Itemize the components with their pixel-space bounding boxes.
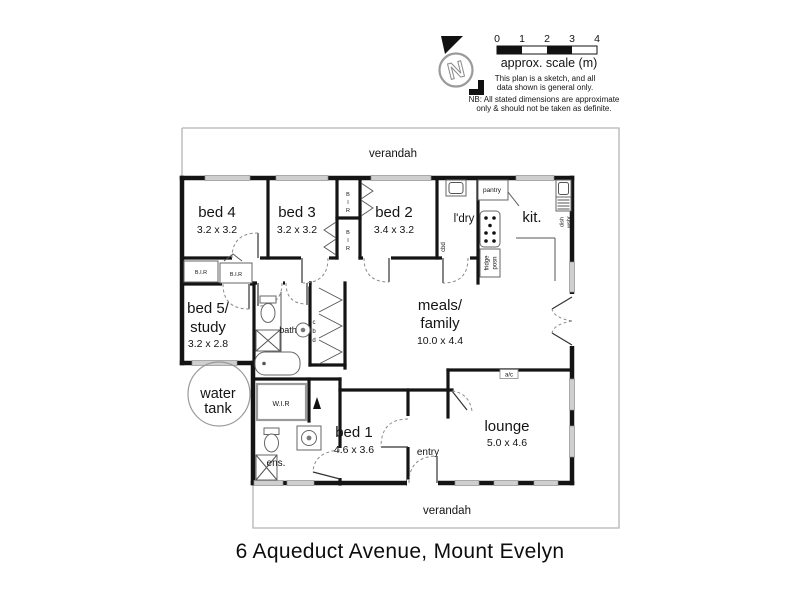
disclaimer-line1: This plan is a sketch, and all bbox=[494, 74, 596, 83]
wir-label: W.I.R bbox=[272, 401, 290, 408]
bed5-label-1: bed 5/ bbox=[187, 300, 229, 317]
room-labels bbox=[187, 148, 541, 517]
bed5-label-2: study bbox=[190, 319, 226, 336]
compass-corner-icon bbox=[469, 80, 484, 95]
bed5-dims: 3.2 x 2.8 bbox=[187, 338, 229, 350]
bed1-dims: 4.6 x 3.6 bbox=[333, 444, 375, 456]
svg-text:c: c bbox=[312, 320, 316, 326]
ac-label: a/c bbox=[504, 372, 514, 379]
bir-bifold-door-icon bbox=[361, 183, 373, 216]
kitchen-fixtures bbox=[478, 180, 573, 281]
ensuite-toilet-icon bbox=[264, 428, 279, 452]
pantry-label: pantry bbox=[482, 187, 502, 194]
north-compass bbox=[440, 36, 485, 95]
svg-text:B: B bbox=[346, 192, 350, 198]
svg-text:B: B bbox=[346, 230, 350, 236]
svg-text:I: I bbox=[347, 238, 349, 244]
svg-text:R: R bbox=[346, 246, 350, 252]
bir-box-2-label: B.I.R bbox=[229, 272, 243, 278]
water-tank bbox=[188, 362, 250, 426]
lounge-label: lounge bbox=[484, 418, 530, 435]
svg-text:I: I bbox=[347, 200, 349, 206]
laundry-cbd-label: cbd bbox=[441, 242, 447, 252]
bed2-dims: 3.4 x 3.2 bbox=[373, 224, 415, 236]
bed2-label: bed 2 bbox=[375, 204, 413, 221]
toilet-icon bbox=[260, 296, 276, 323]
ensuite-basin-icon bbox=[297, 426, 321, 450]
scale-tick-0: 0 bbox=[494, 33, 500, 45]
scale-tick-3: 3 bbox=[569, 33, 575, 45]
bed1-label: bed 1 bbox=[335, 424, 373, 441]
scale-bar-seg2 bbox=[547, 46, 572, 54]
kitchen-bench bbox=[516, 238, 555, 281]
cooktop-icon bbox=[480, 211, 500, 247]
kitchen-sink-icon bbox=[556, 180, 571, 211]
bir-box-1-label: B.I.R bbox=[194, 270, 208, 276]
scale-caption: approx. scale (m) bbox=[500, 56, 598, 70]
bath-label: bath bbox=[279, 325, 297, 335]
ensuite-label: ens. bbox=[266, 458, 286, 469]
svg-text:d: d bbox=[312, 338, 316, 344]
disclaimer-line3: NB: All stated dimensions are approximate bbox=[468, 95, 620, 104]
scale-tick-4: 4 bbox=[594, 33, 600, 45]
kitchen-label: kit. bbox=[522, 209, 542, 226]
bed4-dims: 3.2 x 3.2 bbox=[196, 224, 238, 236]
verandah-outline bbox=[182, 128, 619, 528]
hall-cbd-cupboard bbox=[312, 288, 342, 364]
pantry-door bbox=[508, 192, 519, 206]
svg-text:fridge: fridge bbox=[484, 255, 491, 271]
laundry-trough-icon bbox=[446, 180, 466, 196]
property-address: 6 Aqueduct Avenue, Mount Evelyn bbox=[235, 540, 565, 563]
entry-label: entry bbox=[416, 447, 440, 458]
bir-bifold-door-icon bbox=[324, 222, 336, 255]
water-tank-label-1: water bbox=[200, 386, 236, 402]
svg-text:dish: dish bbox=[559, 216, 566, 228]
disclaimer-line4: only & should not be taken as definite. bbox=[476, 104, 612, 113]
shower-icon bbox=[256, 330, 280, 351]
meals-label-2: family bbox=[420, 315, 460, 332]
disclaimer-line2: data shown is general only. bbox=[496, 83, 594, 92]
scale-tick-1: 1 bbox=[519, 33, 525, 45]
meals-dims: 10.0 x 4.4 bbox=[416, 335, 464, 347]
cbd-bifold-door-icon bbox=[319, 288, 342, 364]
bathtub-icon bbox=[255, 352, 300, 375]
ac-unit bbox=[500, 370, 518, 379]
scale-tick-2: 2 bbox=[544, 33, 550, 45]
svg-text:b: b bbox=[312, 329, 316, 335]
laundry-label: l'dry bbox=[453, 213, 475, 225]
verandah-bottom-label: verandah bbox=[423, 505, 471, 517]
wir-door-arrow-icon bbox=[313, 397, 321, 409]
bed3-label: bed 3 bbox=[278, 204, 316, 221]
scale-bar-seg1 bbox=[497, 46, 522, 54]
dishwasher-position bbox=[560, 216, 573, 229]
fridge-position bbox=[480, 249, 500, 277]
verandah-top-label: verandah bbox=[369, 148, 417, 160]
water-tank-label-2: tank bbox=[204, 401, 232, 417]
compass-flag-icon bbox=[441, 36, 463, 54]
meals-label-1: meals/ bbox=[417, 297, 463, 314]
bed3-dims: 3.2 x 3.2 bbox=[276, 224, 318, 236]
basin-icon bbox=[296, 323, 310, 337]
compass-n-letter: N bbox=[444, 55, 468, 85]
lounge-dims: 5.0 x 4.6 bbox=[486, 437, 528, 449]
svg-text:posn: posn bbox=[492, 256, 499, 270]
bed4-label: bed 4 bbox=[198, 204, 236, 221]
svg-text:wshr: wshr bbox=[566, 216, 573, 228]
scale-bar bbox=[469, 33, 620, 113]
svg-text:R: R bbox=[346, 208, 350, 214]
